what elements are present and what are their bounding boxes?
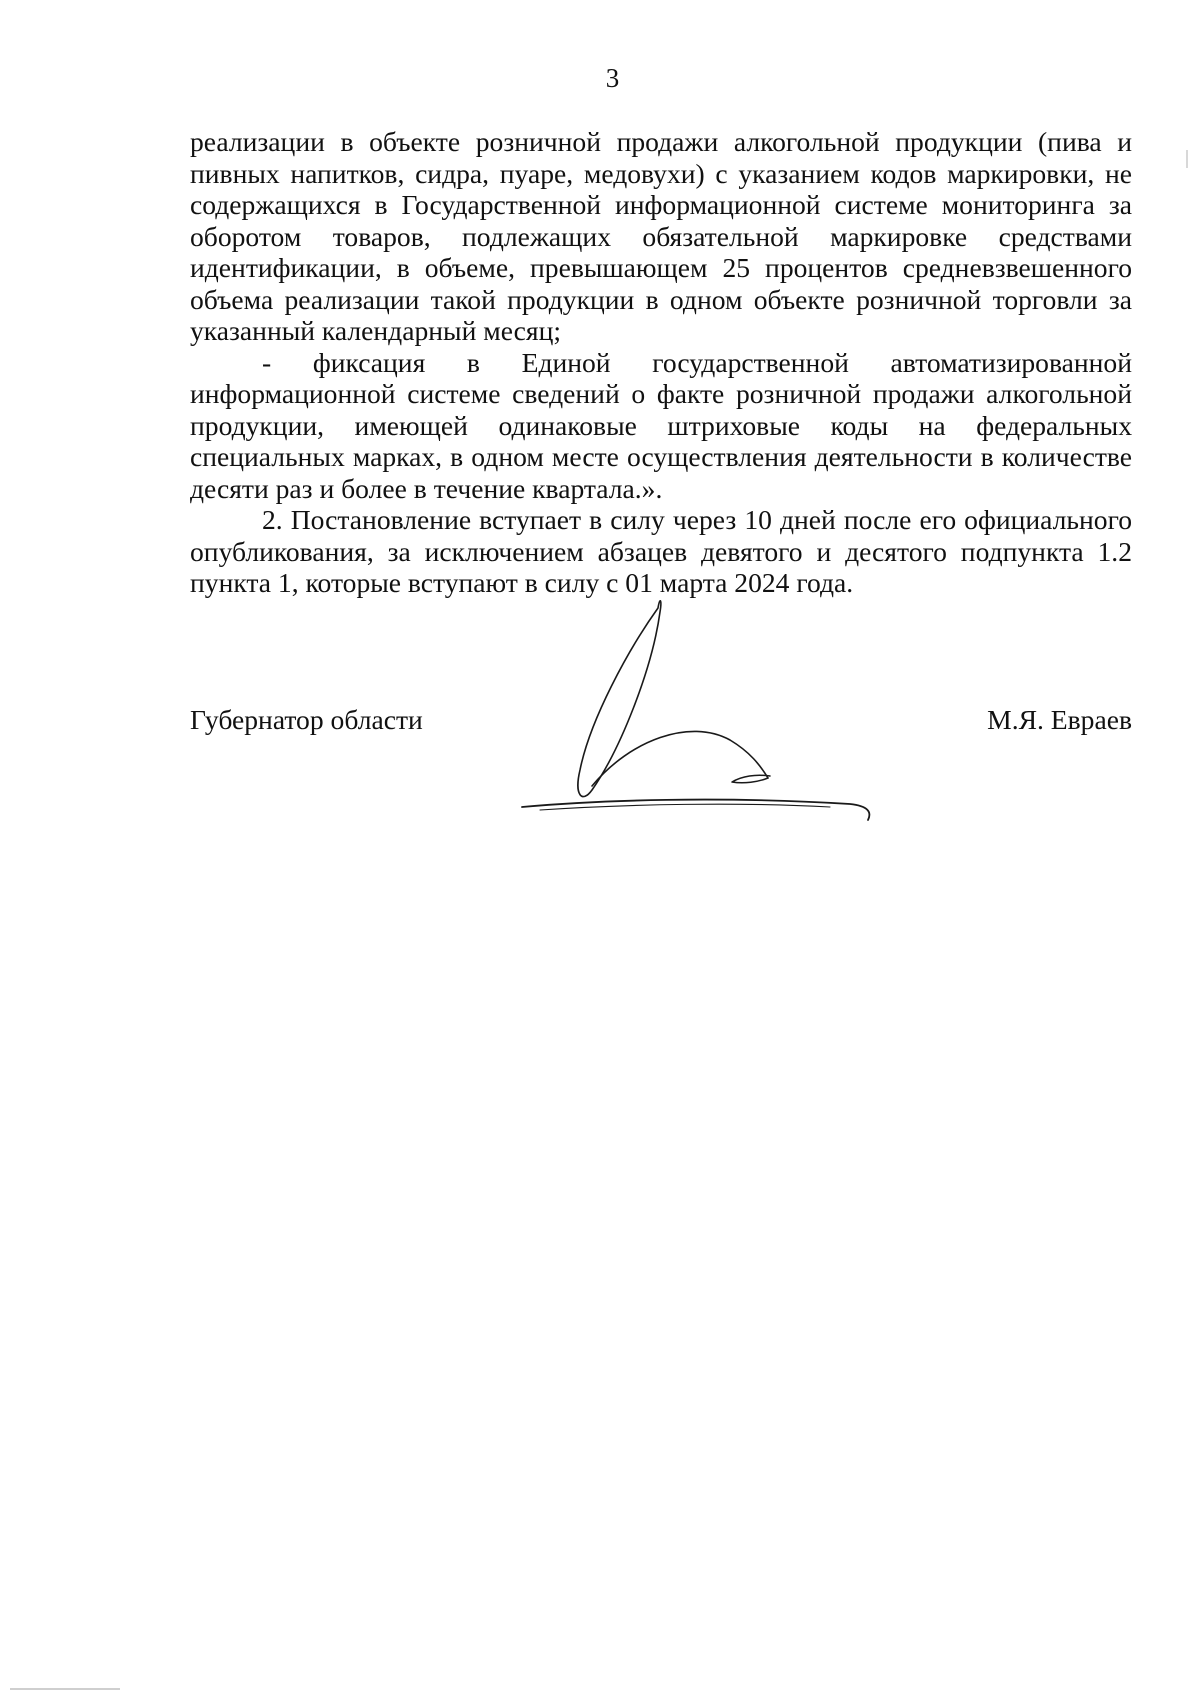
paragraph-list-item: - фиксация в Единой государственной автоматизированной информационной системе сведений о факте розничной продажи алкогольной продукции, имеющей одинаковые штриховые коды на федеральных специальных марках, в одном месте осуществления деятельности в количестве десяти раз и более в течение квартала.».: [190, 346, 1132, 504]
page-number: 3: [605, 63, 620, 93]
paragraph-effective-date: 2. Постановление вступает в силу через 10 дней после его официального опубликования, за исключением абзацев девятого и десятого подпункта 1.2 пункта 1, которые вступают в силу с 01 марта 2024 года.: [190, 504, 1132, 598]
signer-title: Губернатор области: [190, 704, 423, 735]
paragraph-continuation: реализации в объекте розничной продажи алкогольной продукции (пива и пивных напитков, сидра, пуаре, медовухи) с указанием кодов маркировки, не содержащихся в Государственной информационной системе мониторинга за оборотом товаров, подлежащих обязательной маркировке средствами идентификации, в объеме, превышающем 25 процентов средневзвешенного объема реализации такой продукции в одном объекте розничной торговли за указанный календарный месяц;: [190, 126, 1132, 346]
document-body: [190, 126, 1132, 599]
scan-mark: [10, 1688, 120, 1690]
scan-mark: [1186, 150, 1188, 168]
handwritten-signature-icon: [520, 590, 900, 840]
signer-name: М.Я. Евраев: [987, 704, 1132, 735]
